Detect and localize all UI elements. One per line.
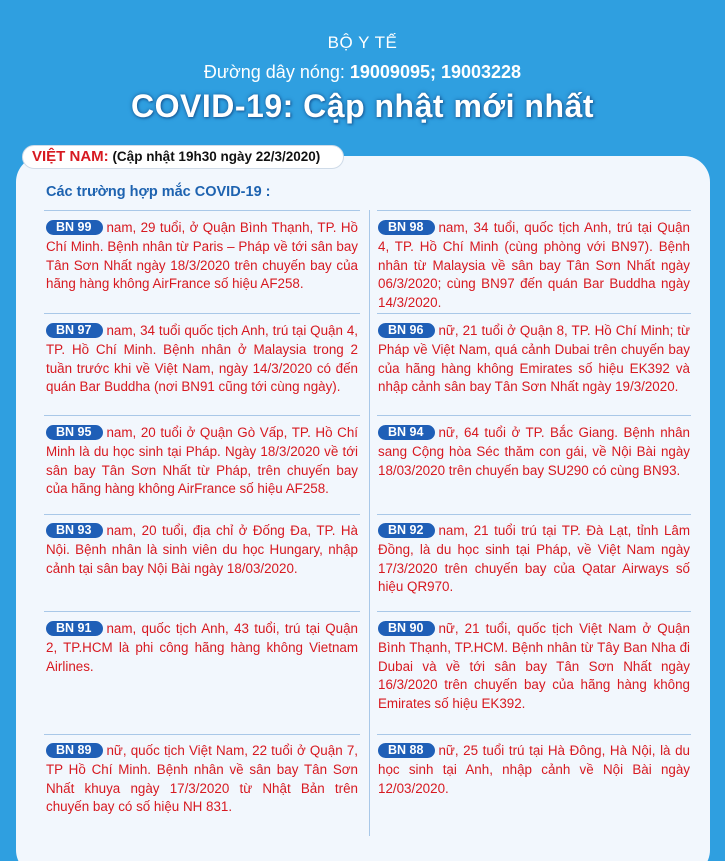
hotline: [0, 62, 725, 83]
case-card: [46, 219, 358, 294]
case-card: [46, 522, 358, 578]
country-update-pill: [22, 145, 344, 169]
country-label: VIỆT NAM:: [32, 148, 109, 165]
row-divider: [44, 734, 360, 735]
cases-section-title: Các trường hợp mắc COVID-19 :: [46, 184, 271, 200]
case-card: [378, 424, 690, 480]
case-description: nam, 20 tuổi, địa chỉ ở Đống Đa, TP. Hà Nội. Bệnh nhân là sinh viên du học Hungary, nhập cảnh tại sân bay Nội Bài ngày 18/03/2020.: [46, 523, 358, 576]
case-id-badge: BN 93: [46, 523, 103, 538]
case-card: [378, 620, 690, 714]
ministry-name: BỘ Y TẾ: [327, 33, 398, 52]
case-description: nữ, 25 tuổi trú tại Hà Đông, Hà Nội, là du học sinh tại Anh, nhập cảnh về Nội Bài ngày 12/03/2020.: [378, 743, 690, 796]
row-divider: [44, 313, 360, 314]
case-description: nữ, 64 tuổi ở TP. Bắc Giang. Bệnh nhân sang Cộng hòa Séc thăm con gái, về Nội Bài ngày 18/03/2020 trên chuyến bay SU290 có cùng BN93.: [378, 425, 690, 478]
case-id-badge: BN 91: [46, 621, 103, 636]
case-description: nam, 34 tuổi, quốc tịch Anh, trú tại Quận 4, TP. Hồ Chí Minh (cùng phòng với BN97). Bệnh nhân từ Malaysia về sân bay Tân Sơn Nhất ngày 06/3/2020; cùng BN97 đến quán Bar Buddha ngày 14/3/2020.: [378, 220, 690, 311]
case-description: nam, quốc tịch Anh, 43 tuổi, trú tại Quận 2, TP.HCM là phi công hãng hàng không Vietnam Airlines.: [46, 621, 358, 674]
case-description: nam, 34 tuổi quốc tịch Anh, trú tại Quận 4, TP. Hồ Chí Minh. Bệnh nhân ở Malaysia trong 2 tuần trước khi về Việt Nam, ngày 14/3/2020 có đến quán Bar Buddha (nơi BN91 cũng tới cùng ngày).: [46, 323, 358, 395]
case-card: [46, 424, 358, 499]
page-title: COVID-19: Cập nhật mới nhất: [131, 88, 594, 124]
row-divider: [44, 611, 360, 612]
case-id-badge: BN 88: [378, 743, 435, 758]
case-description: nam, 20 tuổi ở Quận Gò Vấp, TP. Hồ Chí Minh là du học sinh tại Pháp. Ngày 18/3/2020 về tới sân bay Tân Sơn Nhất từ Pháp, trên chuyến bay của hãng hàng không AirFrance số hiệu AF258.: [46, 425, 358, 497]
row-divider: [377, 210, 691, 211]
case-id-badge: BN 98: [378, 220, 435, 235]
case-id-badge: BN 90: [378, 621, 435, 636]
hotline-label: Đường dây nóng:: [203, 62, 345, 82]
case-id-badge: BN 97: [46, 323, 103, 338]
case-id-badge: BN 92: [378, 523, 435, 538]
column-divider: [369, 210, 370, 836]
case-description: nữ, quốc tịch Việt Nam, 22 tuổi ở Quận 7, TP Hồ Chí Minh. Bệnh nhân về sân bay Tân Sơn Nhất khuya ngày 17/3/2020 từ Nhật Bản trên chuyến bay có số hiệu NH 831.: [46, 743, 358, 815]
case-card: [46, 322, 358, 397]
case-card: [46, 620, 358, 676]
update-time: (Cập nhật 19h30 ngày 22/3/2020): [112, 149, 321, 164]
case-id-badge: BN 99: [46, 220, 103, 235]
case-id-badge: BN 95: [46, 425, 103, 440]
case-description: nữ, 21 tuổi, quốc tịch Việt Nam ở Quận Bình Thạnh, TP.HCM. Bệnh nhân từ Tây Ban Nha đi Dubai và về tới sân bay Tân Sơn Nhất ngày 16/3/2020 trên chuyến bay của hãng hàng không Emirates số hiệu EK392.: [378, 621, 690, 712]
case-id-badge: BN 89: [46, 743, 103, 758]
case-description: nam, 21 tuổi trú tại TP. Đà Lạt, tỉnh Lâm Đồng, là du học sinh tại Pháp, về Việt Nam ngày 17/3/2020 trên chuyến bay của Qatar Airways số hiệu QR970.: [378, 523, 690, 595]
row-divider: [44, 210, 360, 211]
case-card: [46, 742, 358, 817]
case-id-badge: BN 94: [378, 425, 435, 440]
row-divider: [377, 514, 691, 515]
case-card: [378, 219, 690, 313]
hotline-numbers: 19009095; 19003228: [349, 62, 522, 82]
case-id-badge: BN 96: [378, 323, 435, 338]
row-divider: [44, 514, 360, 515]
row-divider: [377, 734, 691, 735]
row-divider: [377, 611, 691, 612]
case-description: nữ, 21 tuổi ở Quận 8, TP. Hồ Chí Minh; từ Pháp về Việt Nam, quá cảnh Dubai trên chuyến bay của hãng hàng không Emirates số hiệu EK392 và nhập cảnh sân bay Tân Sơn Nhất ngày 19/3/2020.: [378, 323, 690, 395]
case-card: [378, 322, 690, 397]
row-divider: [44, 415, 360, 416]
row-divider: [377, 313, 691, 314]
row-divider: [377, 415, 691, 416]
case-card: [378, 742, 690, 798]
case-card: [378, 522, 690, 597]
case-description: nam, 29 tuổi, ở Quận Bình Thạnh, TP. Hồ Chí Minh. Bệnh nhân từ Paris – Pháp về tới sân bay Tân Sơn Nhất ngày 18/3/2020 trên chuyến bay của hãng hàng không AirFrance số hiệu AF258.: [46, 220, 358, 292]
